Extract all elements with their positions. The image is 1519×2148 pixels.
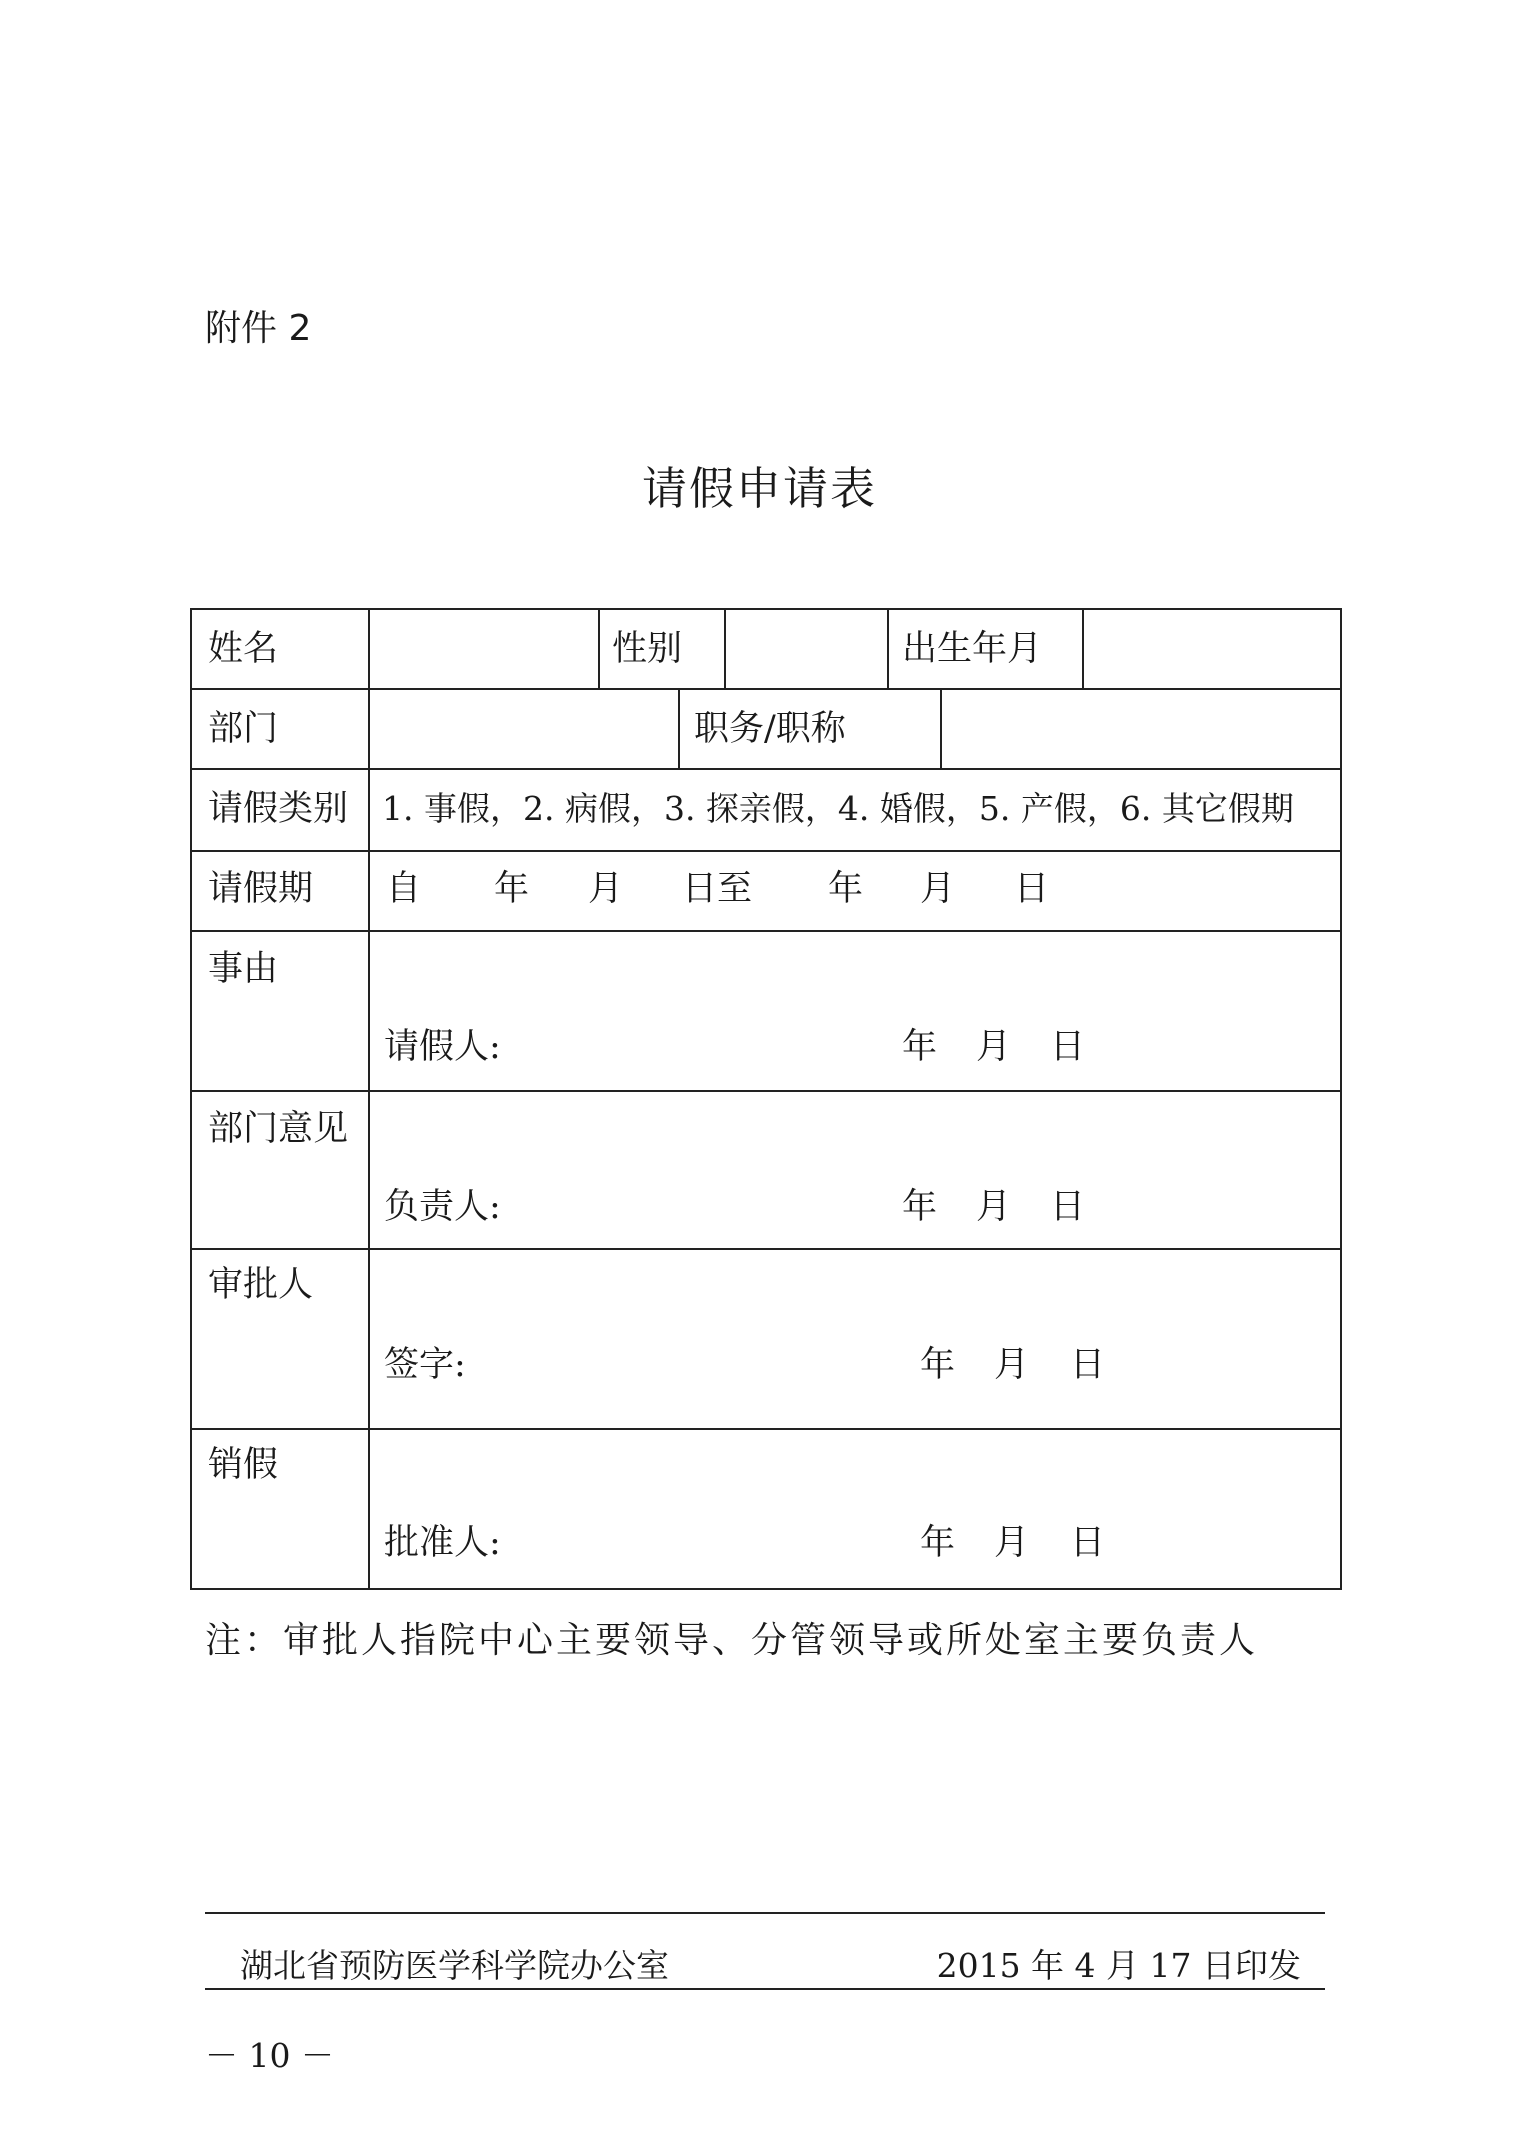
applicant-day: 日 (1050, 1027, 1086, 1067)
row-divider (192, 930, 1340, 932)
head-label: 负责人: (384, 1187, 501, 1227)
footer-top-rule (205, 1912, 1325, 1914)
dept-opinion-label: 部门意见 (208, 1109, 349, 1149)
name-label: 姓名 (208, 629, 279, 669)
applicant-label: 请假人: (384, 1027, 501, 1067)
form-title: 请假申请表 (641, 462, 877, 515)
column-divider (887, 610, 889, 688)
signature-year: 年 (920, 1345, 956, 1385)
row-divider (192, 768, 1340, 770)
label-column-divider (368, 610, 370, 1590)
row-divider (192, 1428, 1340, 1430)
period-from: 自 (386, 869, 422, 909)
period-year-to: 年 (828, 869, 864, 909)
period-day-to-end: 日 (1014, 869, 1050, 909)
column-divider (1082, 610, 1084, 688)
signature-day: 日 (1070, 1345, 1106, 1385)
approver-label: 审批人 (208, 1265, 314, 1305)
authorizer-day: 日 (1070, 1523, 1106, 1563)
head-year: 年 (902, 1187, 938, 1227)
signature-label: 签字: (384, 1345, 466, 1385)
column-divider (940, 688, 942, 768)
head-month: 月 (976, 1187, 1012, 1227)
page-number: － 10 － (205, 2036, 334, 2075)
period-day-to: 日至 (682, 869, 753, 909)
column-divider (678, 688, 680, 768)
authorizer-month: 月 (994, 1523, 1030, 1563)
column-divider (598, 610, 600, 688)
applicant-year: 年 (902, 1027, 938, 1067)
leave-application-table (190, 608, 1342, 1590)
gender-label: 性别 (612, 629, 683, 669)
authorizer-label: 批准人: (384, 1523, 501, 1563)
period-year-from: 年 (494, 869, 530, 909)
head-day: 日 (1050, 1187, 1086, 1227)
footnote: 注：审批人指院中心主要领导、分管领导或所处室主要负责人 (205, 1620, 1259, 1661)
cancel-label: 销假 (208, 1445, 279, 1485)
position-label: 职务/职称 (694, 709, 846, 749)
issuing-office: 湖北省预防医学科学院办公室 (240, 1946, 669, 1985)
period-month-to: 月 (920, 869, 956, 909)
footer-bottom-rule (205, 1988, 1325, 1990)
attachment-label: 附件 2 (205, 308, 312, 349)
signature-month: 月 (994, 1345, 1030, 1385)
column-divider (724, 610, 726, 688)
dept-label: 部门 (208, 709, 279, 749)
issue-date: 2015 年 4 月 17 日印发 (936, 1946, 1301, 1985)
row-divider (192, 688, 1340, 690)
applicant-month: 月 (976, 1027, 1012, 1067)
row-divider (192, 850, 1340, 852)
period-month-from: 月 (588, 869, 624, 909)
row-divider (192, 1248, 1340, 1250)
row-divider (192, 1090, 1340, 1092)
reason-label: 事由 (208, 949, 279, 989)
leave-type-label: 请假类别 (208, 789, 349, 829)
birth-label: 出生年月 (902, 629, 1043, 669)
leave-type-options: 1. 事假，2. 病假，3. 探亲假，4. 婚假，5. 产假，6. 其它假期 (382, 789, 1294, 828)
period-label: 请假期 (208, 869, 314, 909)
authorizer-year: 年 (920, 1523, 956, 1563)
